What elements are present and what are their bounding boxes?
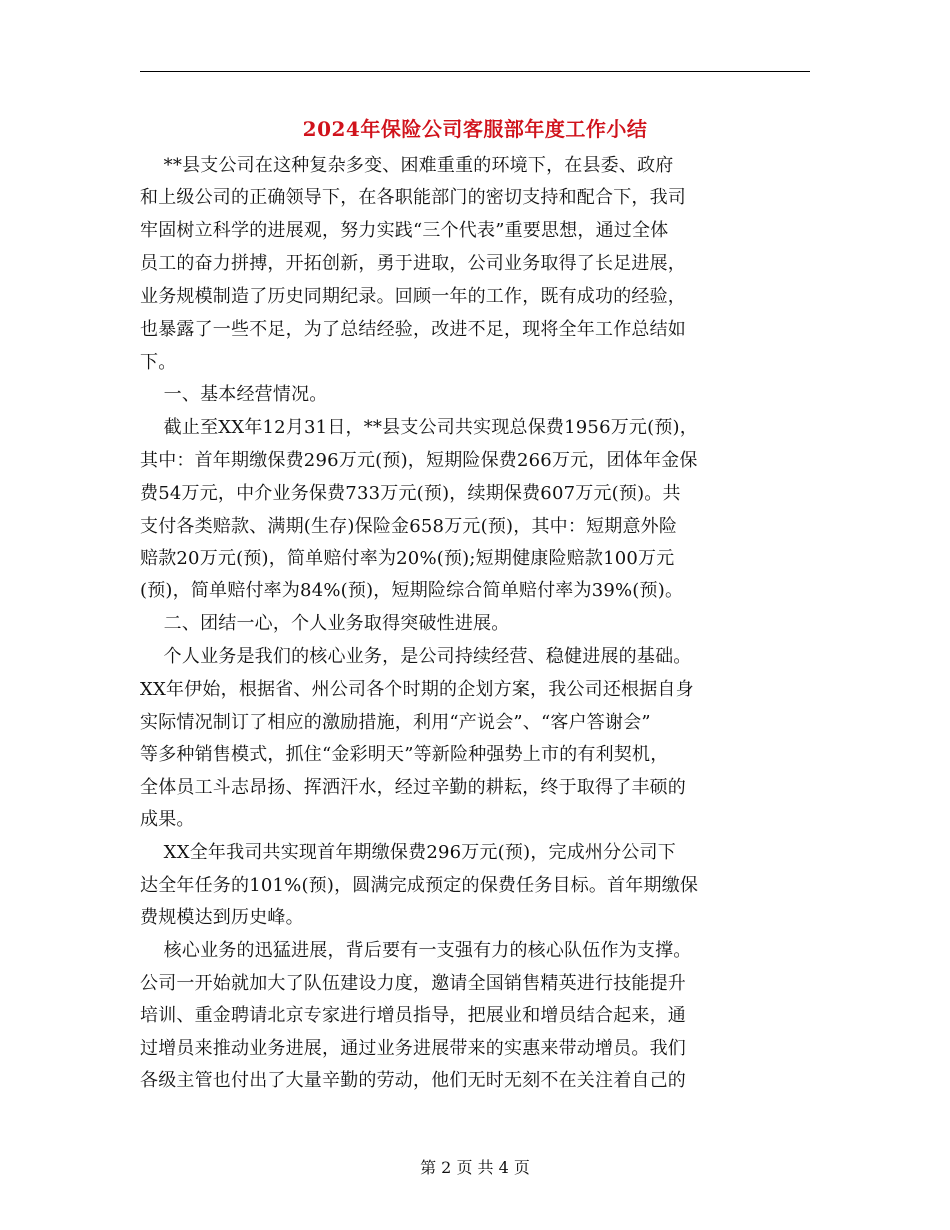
body-line: 下。 xyxy=(140,352,177,373)
page-number: 第 2 页 共 4 页 xyxy=(420,1158,530,1177)
body-line: 成果。 xyxy=(140,809,195,830)
body-line: XX全年我司共实现首年期缴保费296万元(预)，完成州分公司下 xyxy=(140,842,676,863)
body-line: 费规模达到历史峰。 xyxy=(140,907,304,928)
body-line: 等多种销售模式，抓住“金彩明天”等新险种强势上市的有利契机， xyxy=(140,744,669,765)
body-line: 各级主管也付出了大量辛勤的劳动，他们无时无刻不在关注着自己的 xyxy=(140,1070,686,1091)
body-line: 个人业务是我们的核心业务，是公司持续经营、稳健进展的基础。 xyxy=(140,646,692,667)
body-line: 员工的奋力拼搏，开拓创新，勇于进取，公司业务取得了长足进展， xyxy=(140,253,686,274)
body-line: 过增员来推动业务进展，通过业务进展带来的实惠来带动增员。我们 xyxy=(140,1038,686,1059)
header-rule xyxy=(140,71,810,72)
body-line: 截止至XX年12月31日，**县支公司共实现总保费1956万元(预)， xyxy=(140,417,698,438)
body-line: XX年伊始，根据省、州公司各个时期的企划方案，我公司还根据自身 xyxy=(140,679,694,700)
section-heading: 一、基本经营情况。 xyxy=(140,384,328,405)
body-line: 其中：首年期缴保费296万元(预)，短期险保费266万元，团体年金保 xyxy=(140,450,698,471)
body-line: 公司一开始就加大了队伍建设力度，邀请全国销售精英进行技能提升 xyxy=(140,973,686,994)
body-line: 培训、重金聘请北京专家进行增员指导，把展业和增员结合起来，通 xyxy=(140,1005,686,1026)
section-heading: 二、团结一心，个人业务取得突破性进展。 xyxy=(140,613,510,634)
body-line: 实际情况制订了相应的激励措施，利用“产说会”、“客户答谢会” xyxy=(140,712,651,733)
body-line: 牢固树立科学的进展观，努力实践“三个代表”重要思想，通过全体 xyxy=(140,220,669,241)
body-line: 支付各类赔款、满期(生存)保险金658万元(预)，其中：短期意外险 xyxy=(140,516,678,537)
body-line: 也暴露了一些不足，为了总结经验，改进不足，现将全年工作总结如 xyxy=(140,319,686,340)
body-line: **县支公司在这种复杂多变、困难重重的环境下，在县委、政府 xyxy=(140,155,674,176)
body-line: 达全年任务的101%(预)，圆满完成预定的保费任务目标。首年期缴保 xyxy=(140,875,699,896)
document-title: 2024年保险公司客服部年度工作小结 xyxy=(302,117,648,141)
body-line: 全体员工斗志昂扬、挥洒汗水，经过辛勤的耕耘，终于取得了丰硕的 xyxy=(140,777,686,798)
body-line: 和上级公司的正确领导下，在各职能部门的密切支持和配合下，我司 xyxy=(140,187,686,208)
body-line: (预)，简单赔付率为84%(预)，短期险综合简单赔付率为39%(预)。 xyxy=(140,580,684,601)
body-line: 赔款20万元(预)，简单赔付率为20%(预);短期健康险赔款100万元 xyxy=(140,548,675,569)
body-line: 费54万元，中介业务保费733万元(预)，续期保费607万元(预)。共 xyxy=(140,483,681,504)
body-line: 业务规模制造了历史同期纪录。回顾一年的工作，既有成功的经验， xyxy=(140,286,686,307)
body-line: 核心业务的迅猛进展，背后要有一支强有力的核心队伍作为支撑。 xyxy=(140,940,692,961)
